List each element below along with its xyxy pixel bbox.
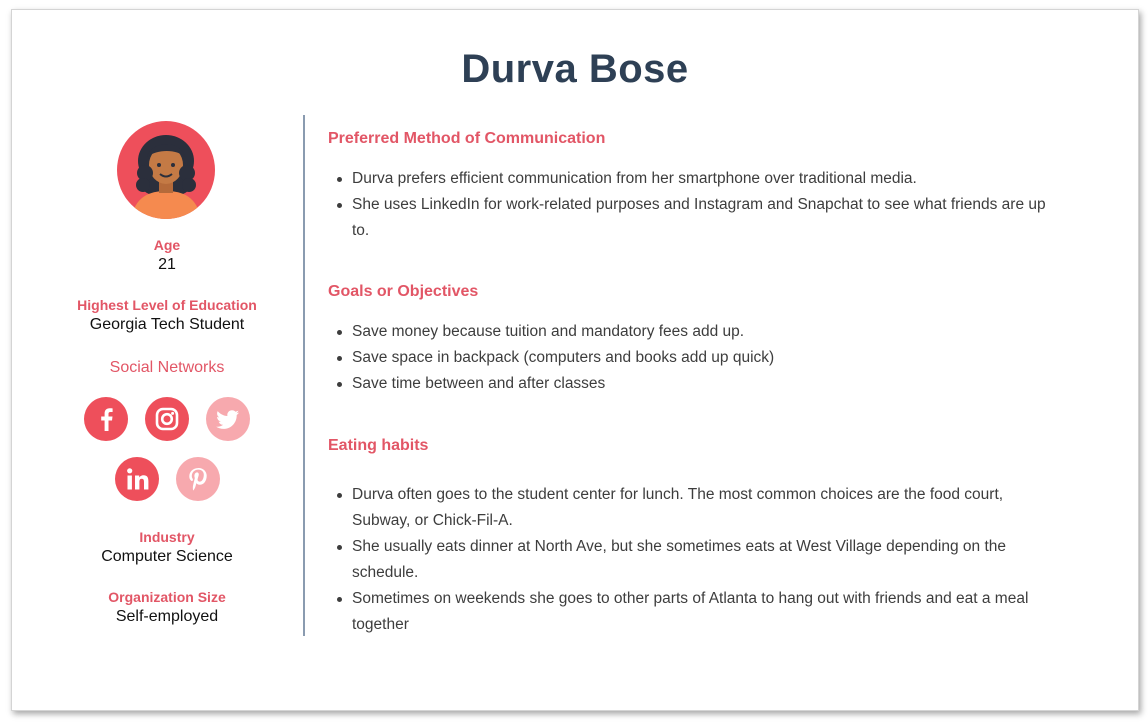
- column-divider: [303, 115, 305, 636]
- list-item: Save money because tuition and mandatory fees add up.: [328, 319, 1048, 345]
- section-title-goals: Goals or Objectives: [328, 283, 479, 300]
- section-title-eating-habits: Eating habits: [328, 437, 429, 454]
- linkedin-icon[interactable]: [115, 457, 159, 501]
- communication-list: [328, 166, 1048, 244]
- org-size-value: Self-employed: [115, 608, 219, 625]
- list-item: Durva prefers efficient communication from her smartphone over traditional media.: [328, 166, 1048, 192]
- education-value: Georgia Tech Student: [89, 316, 245, 333]
- goals-list: [328, 319, 1048, 397]
- social-networks-label: Social Networks: [109, 359, 225, 376]
- age-label: Age: [153, 237, 181, 253]
- list-item: Save time between and after classes: [328, 371, 1048, 397]
- list-item: Sometimes on weekends she goes to other parts of Atlanta to hang out with friends and eat a meal together: [328, 586, 1048, 638]
- instagram-icon[interactable]: [145, 397, 189, 441]
- eating-habits-list: [328, 482, 1048, 638]
- list-item: She usually eats dinner at North Ave, but she sometimes eats at West Village depending on the schedule.: [328, 534, 1048, 586]
- industry-label: Industry: [139, 529, 195, 545]
- facebook-icon[interactable]: [84, 397, 128, 441]
- pinterest-icon[interactable]: [176, 457, 220, 501]
- education-label: Highest Level of Education: [77, 297, 257, 313]
- persona-card: [11, 9, 1139, 711]
- avatar-illustration-icon: [117, 121, 215, 219]
- industry-value: Computer Science: [101, 548, 233, 565]
- section-title-communication: Preferred Method of Communication: [328, 130, 606, 147]
- list-item: Durva often goes to the student center for lunch. The most common choices are the food court, Subway, or Chick-Fil-A.: [328, 482, 1048, 534]
- twitter-icon[interactable]: [206, 397, 250, 441]
- avatar: [117, 121, 215, 219]
- org-size-label: Organization Size: [108, 589, 226, 605]
- list-item: She uses LinkedIn for work-related purposes and Instagram and Snapchat to see what friends are up to.: [328, 192, 1048, 244]
- age-value: 21: [158, 256, 176, 273]
- persona-name: Durva Bose: [461, 47, 689, 91]
- list-item: Save space in backpack (computers and books add up quick): [328, 345, 1048, 371]
